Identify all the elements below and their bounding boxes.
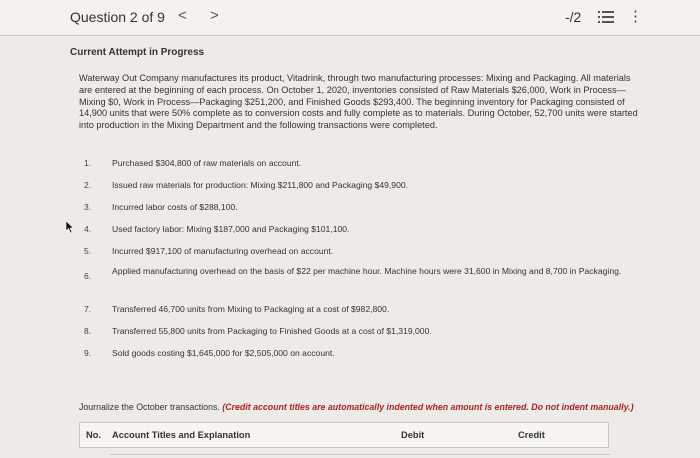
transaction-number: 3. <box>84 202 92 212</box>
journal-instructions <box>79 402 634 412</box>
instruction-note: (Credit account titles are automatically indented when amount is entered. Do not indent manually.) <box>222 402 634 412</box>
journal-first-row[interactable] <box>110 454 610 458</box>
transaction-text: Transferred 46,700 units from Mixing to Packaging at a cost of $982,800. <box>112 304 390 314</box>
transaction-number: 5. <box>84 246 92 256</box>
transaction-number: 2. <box>84 180 92 190</box>
transaction-number: 9. <box>84 348 92 358</box>
question-list-icon[interactable] <box>598 10 614 24</box>
column-credit: Credit <box>518 430 545 440</box>
transaction-number: 7. <box>84 304 92 314</box>
transaction-number: 1. <box>84 158 92 168</box>
journal-table-header <box>79 422 609 448</box>
transaction-number: 8. <box>84 326 92 336</box>
question-score: -/2 <box>565 9 582 25</box>
transaction-text: Purchased $304,800 of raw materials on account. <box>112 158 302 168</box>
top-bar <box>0 0 700 36</box>
mouse-cursor-icon <box>66 221 74 233</box>
transaction-text: Incurred $917,100 of manufacturing overhead on account. <box>112 246 334 256</box>
column-debit: Debit <box>401 430 425 440</box>
transaction-number: 6. <box>84 271 92 281</box>
transaction-number: 4. <box>84 224 92 234</box>
problem-statement: Waterway Out Company manufactures its product, Vitadrink, through two manufacturing processes: Mixing and Packaging. All materials are entered at the beginning of each process. On October 1, 2020, inventories consisted of Raw Materials $26,000, Work in Process—Mixing $0, Work in Process—Packaging $251,200, and Finished Goods $293,400. The beginning inventory for Packaging consisted of 14,900 units that were 50% complete as to conversion costs and fully complete as to materials. During October, 52,700 units were started into production in the Mixing Department and the following transactions were completed. <box>79 73 638 131</box>
question-counter: Question 2 of 9 <box>70 9 165 25</box>
transaction-text: Applied manufacturing overhead on the basis of $22 per machine hour. Machine hours were 31,600 in Mixing and 8,700 in Packaging. <box>112 266 622 276</box>
column-no: No. <box>86 430 101 440</box>
attempt-status: Current Attempt in Progress <box>70 47 205 58</box>
transaction-text: Transferred 55,800 units from Packaging to Finished Goods at a cost of $1,319,000. <box>112 326 432 336</box>
transaction-text: Used factory labor: Mixing $187,000 and Packaging $101,100. <box>112 224 350 234</box>
instruction-text: Journalize the October transactions. <box>79 402 220 412</box>
transaction-text: Incurred labor costs of $288,100. <box>112 202 238 212</box>
more-options-icon[interactable]: ⋮ <box>628 8 643 25</box>
next-question-button[interactable]: > <box>210 7 219 24</box>
column-account-titles: Account Titles and Explanation <box>112 430 251 440</box>
transaction-text: Issued raw materials for production: Mixing $211,800 and Packaging $49,900. <box>112 180 409 190</box>
previous-question-button[interactable]: < <box>178 7 187 24</box>
transaction-text: Sold goods costing $1,645,000 for $2,505,000 on account. <box>112 348 335 358</box>
